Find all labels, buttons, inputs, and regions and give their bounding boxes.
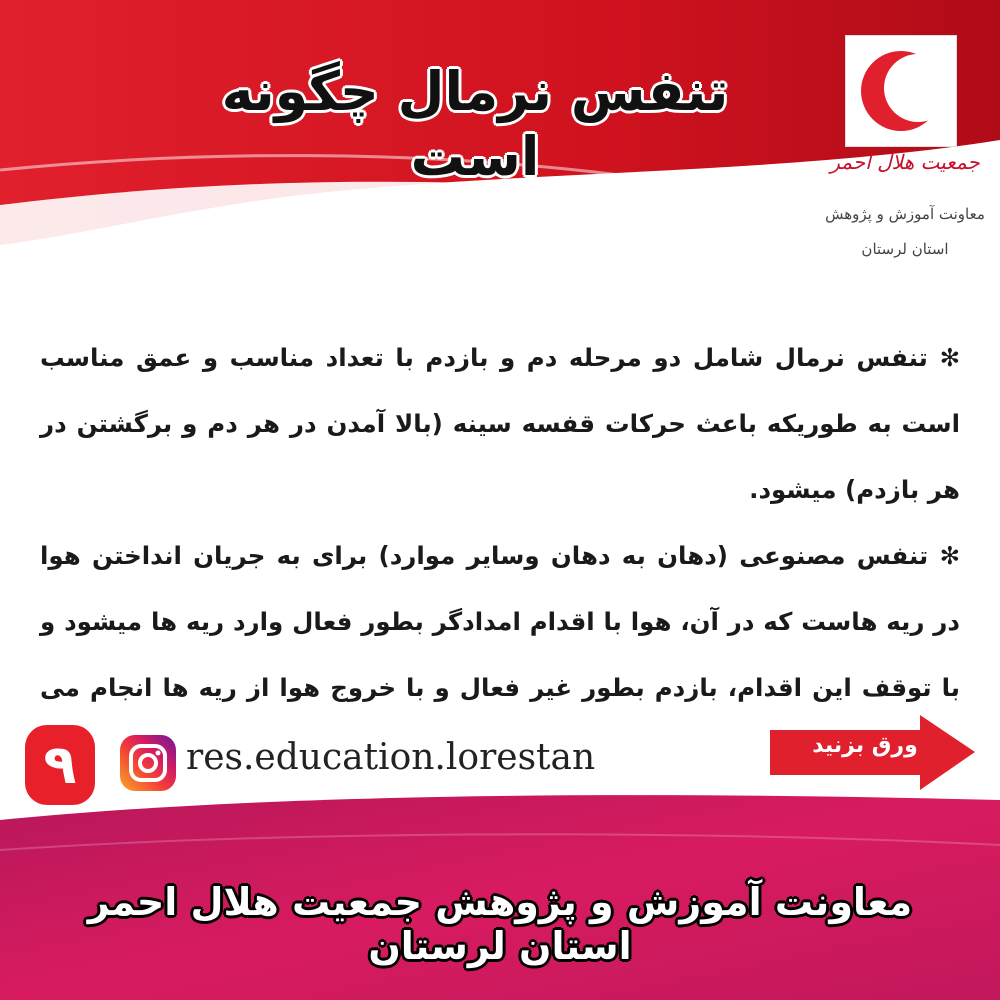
instagram-handle[interactable]: res.education.lorestan <box>186 737 596 778</box>
page-number-badge: ۹ <box>25 725 95 805</box>
logo-organization-name: جمعیت هلال احمر <box>830 150 980 174</box>
swipe-label[interactable]: ورق بزنید <box>812 733 918 758</box>
red-crescent-logo <box>845 35 957 147</box>
page-title: تنفس نرمال چگونه است <box>221 60 729 188</box>
paragraph-normal-breathing: ✻ تنفس نرمال شامل دو مرحله دم و بازدم با تعداد مناسب و عمق مناسب است به طوریکه باعث حرکات قفسه سینه (بالا آمدن در هر دم و برگشتن در هر بازدم) میشود. <box>40 343 960 504</box>
footer-organization-text: معاونت آموزش و پژوهش جمعیت هلال احمر استان لرستان <box>87 880 913 968</box>
paragraph-artificial-respiration: ✻ تنفس مصنوعی (دهان به دهان وسایر موارد) برای به جریان انداختن هوا در ریه هاست که در آن، هوا با اقدام امدادگر بطور فعال وارد ریه ها میشود و با توقف این اقدام، بازدم بطور غیر فعال و با خروج هوا از ریه ها انجام می <box>40 541 960 702</box>
instagram-icon[interactable] <box>120 735 176 791</box>
logo-subtitle-department: معاونت آموزش و پژوهش <box>825 205 985 223</box>
logo-subtitle-province: استان لرستان <box>861 240 949 258</box>
red-crescent-icon <box>846 36 956 146</box>
